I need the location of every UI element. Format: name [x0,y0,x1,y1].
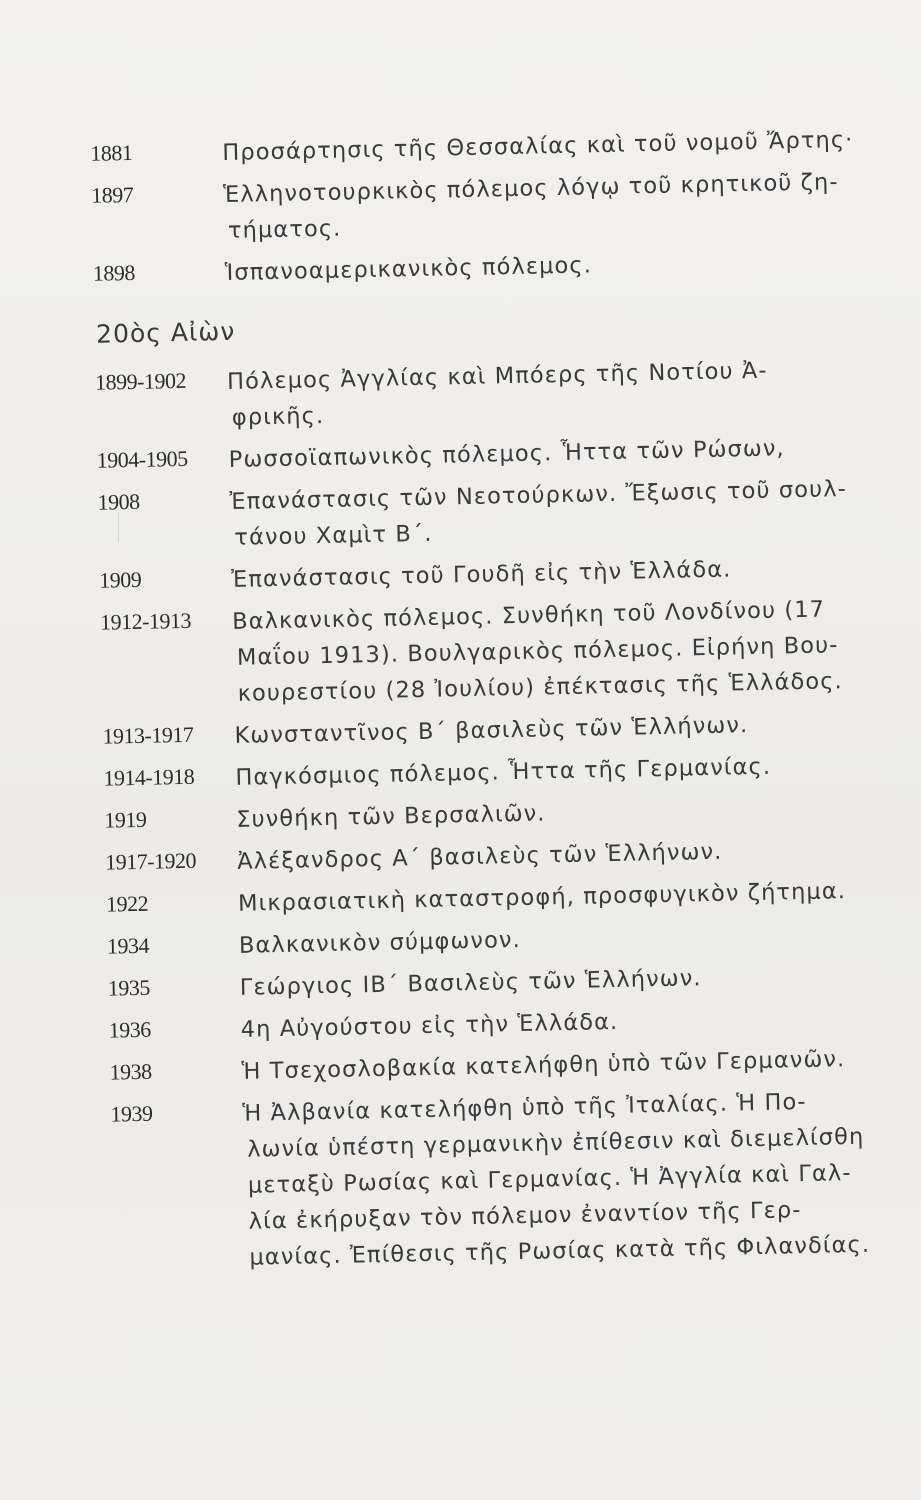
entry-year: 1935 [107,974,151,1001]
entry-year: 1897 [90,181,134,208]
entry-year: 1909 [99,566,142,593]
event-line: Προσάρτησις τῆς Θεσσαλίας καὶ τοῦ νομοῦ Ἄρτης· [222,126,854,167]
event-line: Ρωσσοϊαπωνικὸς πόλεμος. Ἧττα τῶν Ρώσων, [228,435,786,473]
entry-event [237,829,921,880]
entry-event [241,1039,921,1090]
event-line: λία ἐκήρυξαν τὸν πόλεμον ἐναντίον τῆς Γερ- [248,1197,802,1235]
entry-event [239,955,921,1006]
event-line: Παγκόσμιος πόλεμος. Ἧττα τῆς Γερμανίας. [235,753,772,791]
chronology-list-20th-century [85,349,921,1278]
entry-event [229,469,921,556]
entry-year: 1922 [105,890,149,917]
chronology-entry [87,469,921,559]
event-line: τάνου Χαμὶτ Β΄. [234,520,433,551]
event-line: Βαλκανικὸς πόλεμος. Συνθήκη τοῦ Λονδίνου (17 [231,596,826,635]
event-line: Συνθήκη τῶν Βερσαλιῶν. [236,800,546,833]
event-line: Βαλκανικὸν σύμφωνον. [238,926,522,959]
event-line: τήματος. [227,215,342,244]
event-line: Μικρασιατικὴ καταστροφή, προσφυγικὸν ζήτημα. [237,878,847,917]
event-line: μεταξὺ Ρωσίας καὶ Γερμανίας. Ἡ Ἀγγλία καὶ Γαλ- [247,1160,852,1199]
chronology-list-19th-century [80,120,921,294]
entry-year: 1899-1902 [94,367,187,395]
event-line: Ἀλέξανδρος Α΄ βασιλεὺς τῶν Ἑλλήνων. [236,838,723,875]
event-line: Ἡ Τσεχοσλοβακία κατελήφθη ὑπὸ τῶν Γερμανῶν. [241,1046,846,1085]
entry-event [239,913,921,964]
entry-event [236,787,921,838]
event-line: λωνία ὑπέστη γερμανικὴν ἐπίθεσιν καὶ διεμελίσθη [246,1123,865,1163]
entry-event [234,703,921,754]
entry-event [238,871,921,922]
event-line: Ἱσπανοαμερικανικὸς πόλεμος. [224,252,593,286]
entry-year: 1904-1905 [96,445,188,473]
entry-year: 1913-1917 [102,721,194,749]
entry-event [227,349,921,436]
entry-event [222,120,921,171]
event-line: Πόλεμος Ἀγγλίας καὶ Μπόερς τῆς Νοτίου Ἀ- [226,357,768,395]
event-line: μανίας. Ἐπίθεσις τῆς Ρωσίας κατὰ τῆς Φιλανδίας. [249,1231,871,1271]
entry-event [242,1081,921,1276]
entry-event [223,162,921,249]
event-line: Ἐπανάστασις τοῦ Γουδῆ εἰς τὴν Ἑλλάδα. [231,556,732,593]
entry-year: 1936 [108,1016,151,1043]
chronology-text [80,120,921,1284]
entry-year: 1898 [92,259,136,286]
event-line: Κωνσταντῖνος Β΄ βασιλεὺς τῶν Ἑλλήνων. [234,712,749,749]
entry-year: 1934 [106,932,150,959]
event-line: Ἑλληνοτουρκικὸς πόλεμος λόγῳ τοῦ κρητικοῦ ζη- [222,169,839,209]
entry-year: 1939 [110,1100,153,1127]
event-line: Μαΐου 1913). Βουλγαρικὸς πόλεμος. Εἰρήνη Βου- [236,632,839,671]
chronology-entry [90,589,921,715]
event-line: κουρεστίου (28 Ἰουλίου) ἐπέκτασις τῆς Ἑλλάδος. [237,668,844,707]
entry-event [228,427,921,478]
entry-event [235,745,921,796]
chronology-entry [85,349,921,439]
entry-year: 1881 [90,139,133,166]
chronology-entry [81,162,921,252]
entry-year: 1912-1913 [99,607,192,635]
entry-year: 1908 [97,488,140,515]
entry-event [232,589,921,712]
entry-event [231,547,921,598]
event-line: Γεώργιος ΙΒ΄ Βασιλεὺς τῶν Ἑλλήνων. [239,965,702,1001]
entry-year: 1917-1920 [104,847,197,875]
event-line: Ἡ Ἀλβανία κατελήφθη ὑπὸ τῆς Ἰταλίας. Ἡ Πο- [242,1088,807,1127]
section-title: 20ὸς Αἰὼν [95,316,236,349]
event-line: 4η Αὐγούστου εἰς τὴν Ἑλλάδα. [240,1008,619,1043]
entry-year: 1914-1918 [103,763,195,791]
chronology-entry [100,1081,921,1279]
entry-event [240,997,921,1048]
entry-event [224,240,921,291]
event-line: φρικῆς. [231,402,325,431]
event-line: Ἐπανάστασις τῶν Νεοτούρκων. Ἔξωσις τοῦ σουλ- [229,476,848,515]
entry-year: 1938 [109,1058,152,1085]
entry-year: 1919 [104,806,147,833]
